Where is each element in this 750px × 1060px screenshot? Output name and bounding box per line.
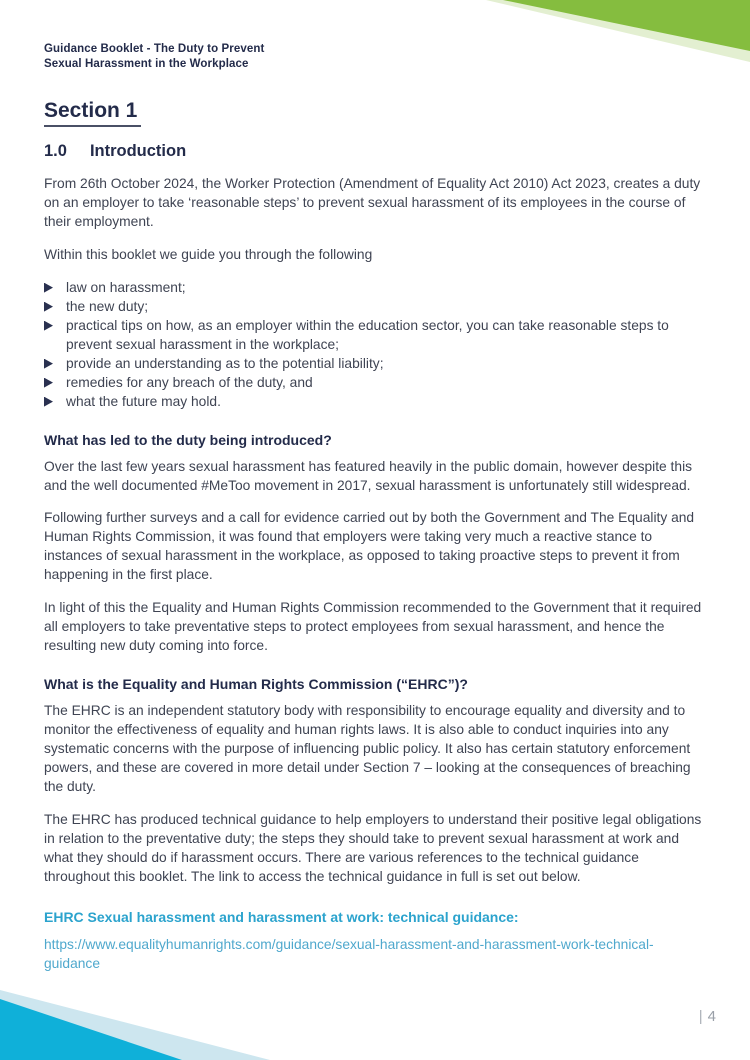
bullet-triangle-icon xyxy=(44,302,53,312)
what-led-heading: What has led to the duty being introduced? xyxy=(44,431,332,448)
what-led-paragraph-2: Following further surveys and a call for evidence carried out by both the Government and The Equality and Human Rights Commission, it was found that employers were taking very much a reactive stance to instances of sexual harassment in the workplace, as opposed to taking proactive steps to prevent it from happening in the first place. xyxy=(44,510,695,583)
what-is-ehrc-paragraph-2: The EHRC has produced technical guidance to help employers to understand their positive legal obligations in relation to the preventative duty; the steps they should take to prevent sexual harassment at work and what they should do if harassment occurs. There are various references to the technical guidance throughout this booklet. The link to access the technical guidance in full is set out below. xyxy=(44,811,702,884)
list-item xyxy=(44,354,708,373)
list-item-text: practical tips on how, as an employer within the education sector, you can take reasonable steps to prevent sexual harassment in the workplace; xyxy=(66,317,669,352)
list-item-text: the new duty; xyxy=(66,298,149,314)
section-title: Section 1 xyxy=(44,99,141,127)
sub-heading-number: 1.0 xyxy=(44,142,67,160)
bullet-triangle-icon xyxy=(44,321,53,331)
list-item-text: law on harassment; xyxy=(66,279,186,295)
list-item xyxy=(44,392,708,411)
what-led-paragraph-1: Over the last few years sexual harassment has featured heavily in the public domain, however despite this and the well documented #MeToo movement in 2017, sexual harassment is unfortunately still widespread. xyxy=(44,458,693,493)
what-led-paragraph-3: In light of this the Equality and Human Rights Commission recommended to the Government that it required all employers to take preventative steps to protect employees from sexual harassment, and hence the resulting new duty coming into force. xyxy=(44,600,702,654)
running-header xyxy=(44,42,708,72)
section-title-row xyxy=(44,72,708,127)
intro-bullet-list xyxy=(44,278,708,411)
page-number-value: 4 xyxy=(707,1008,716,1025)
page-content xyxy=(44,42,708,973)
list-item xyxy=(44,373,708,392)
bullet-triangle-icon xyxy=(44,283,53,293)
bottom-left-pale-blue-triangle-icon xyxy=(0,990,270,1060)
list-item-text: remedies for any breach of the duty, and xyxy=(66,374,313,390)
what-is-ehrc-heading: What is the Equality and Human Rights Commission (“EHRC”)? xyxy=(44,676,468,693)
bullet-triangle-icon xyxy=(44,378,53,388)
list-item-text: what the future may hold. xyxy=(66,393,221,409)
running-header-line1: Guidance Booklet - The Duty to Prevent xyxy=(44,43,265,55)
bullet-triangle-icon xyxy=(44,397,53,407)
intro-lead: Within this booklet we guide you through the following xyxy=(44,246,373,262)
bullet-triangle-icon xyxy=(44,359,53,369)
intro-paragraph-1: From 26th October 2024, the Worker Protection (Amendment of Equality Act 2010) Act 2023, creates a duty on an employer to take ‘reasonable steps’ to prevent sexual harassment of its employees in the course of their employment. xyxy=(44,176,701,229)
list-item xyxy=(44,297,708,316)
running-header-line2: Sexual Harassment in the Workplace xyxy=(44,58,249,70)
list-item-text: provide an understanding as to the potential liability; xyxy=(66,355,384,371)
page-number xyxy=(699,1008,716,1025)
bottom-left-teal-triangle-icon xyxy=(0,999,182,1060)
list-item xyxy=(44,316,708,354)
what-is-ehrc-paragraph-1: The EHRC is an independent statutory body with responsibility to encourage equality and diversity and to monitor the effectiveness of equality and human rights laws. It is also able to conduct inquiries into any systematic concerns with the purpose of influencing public policy. It also has certain statutory enforcement powers, and these are covered in more detail under Section 7 – looking at the consequences of breaching the duty. xyxy=(44,703,691,795)
list-item xyxy=(44,278,708,297)
technical-guidance-heading: EHRC Sexual harassment and harassment at work: technical guidance: xyxy=(44,908,519,925)
page-number-separator: | xyxy=(698,1008,703,1025)
sub-heading-title: Introduction xyxy=(89,142,187,160)
technical-guidance-link[interactable]: https://www.equalityhumanrights.com/guidance/sexual-harassment-and-harassment-work-technical-guidance xyxy=(44,936,654,971)
sub-heading xyxy=(44,142,708,161)
